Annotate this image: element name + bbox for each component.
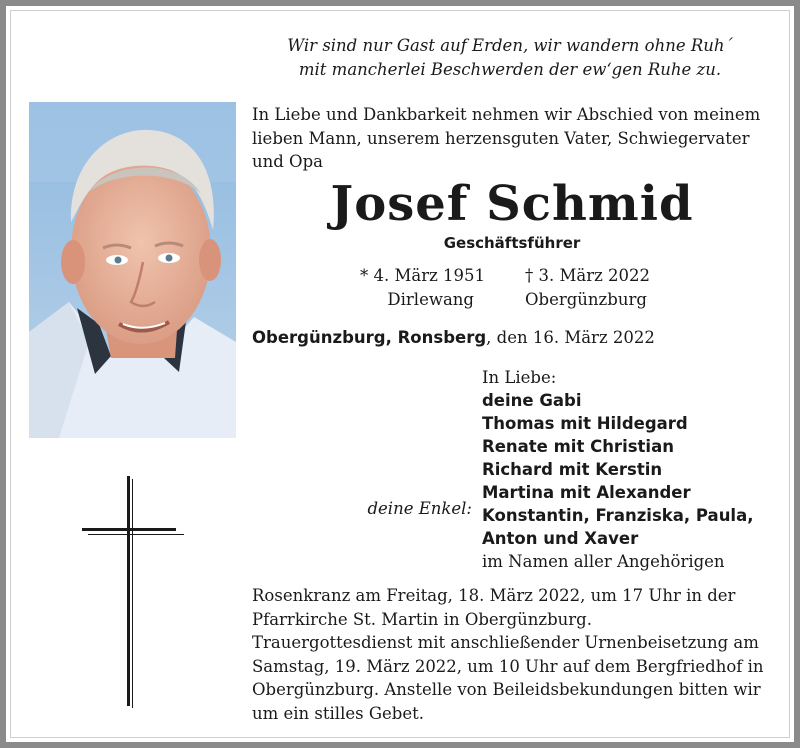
mourners-closing: im Namen aller Angehörigen [482, 552, 725, 571]
intro-text [252, 103, 772, 174]
mourner: Martina mit Alexander [482, 483, 691, 502]
poem-line: mit mancherlei Beschwerden der ew‘gen Ruhe zu. [298, 60, 722, 79]
portrait-photo [29, 102, 236, 438]
service-line: Obergünzburg. Anstelle von Beileidsbekundungen bitten wir [252, 680, 761, 699]
mourners-list [482, 366, 754, 573]
grandchildren-label: deine Enkel: [367, 499, 472, 518]
service-line: um ein stilles Gebet. [252, 703, 424, 723]
grandchildren: Anton und Xaver [482, 529, 639, 548]
poem-line: Wir sind nur Gast auf Erden, wir wandern ohne Ruh´ [287, 36, 733, 55]
notice-date: , den 16. März 2022 [486, 328, 655, 347]
service-info [252, 584, 772, 725]
intro-line: In Liebe und Dankbarkeit nehmen wir Abschied von meinem [252, 105, 761, 124]
portrait-illustration [29, 102, 236, 438]
birth-date: 4. März 1951 [373, 266, 486, 285]
cross-icon [82, 476, 184, 708]
mourners-intro: In Liebe: [482, 368, 557, 387]
birth-info [360, 264, 486, 312]
birth-symbol: * [360, 266, 369, 285]
birth-place: Dirlewang [387, 290, 474, 309]
mourner: Thomas mit Hildegard [482, 414, 688, 433]
poem [250, 34, 770, 82]
death-symbol: † [525, 266, 534, 285]
intro-line: lieben Mann, unserem herzensguten Vater, Schwiegervater [252, 128, 750, 148]
mourner: Richard mit Kerstin [482, 460, 663, 479]
deceased-title: Geschäftsführer [443, 234, 581, 252]
mourner: Renate mit Christian [482, 437, 674, 456]
service-line: Rosenkranz am Freitag, 18. März 2022, um 17 Uhr in der [252, 586, 736, 605]
service-line: Pfarrkirche St. Martin in Obergünzburg. [252, 609, 592, 629]
death-place: Obergünzburg [525, 290, 647, 309]
place-and-date [252, 328, 655, 347]
service-line: Samstag, 19. März 2022, um 10 Uhr auf dem Bergfriedhof in [252, 656, 764, 676]
service-line: Trauergottesdienst mit anschließender Urnenbeisetzung am [252, 633, 759, 652]
death-info [525, 264, 665, 312]
intro-line: und Opa [252, 152, 323, 171]
grandchildren: Konstantin, Franziska, Paula, [482, 506, 754, 525]
places: Obergünzburg, Ronsberg [252, 328, 487, 347]
death-date: 3. März 2022 [538, 266, 651, 285]
mourner: deine Gabi [482, 391, 582, 410]
deceased-name: Josef Schmid [330, 176, 694, 232]
